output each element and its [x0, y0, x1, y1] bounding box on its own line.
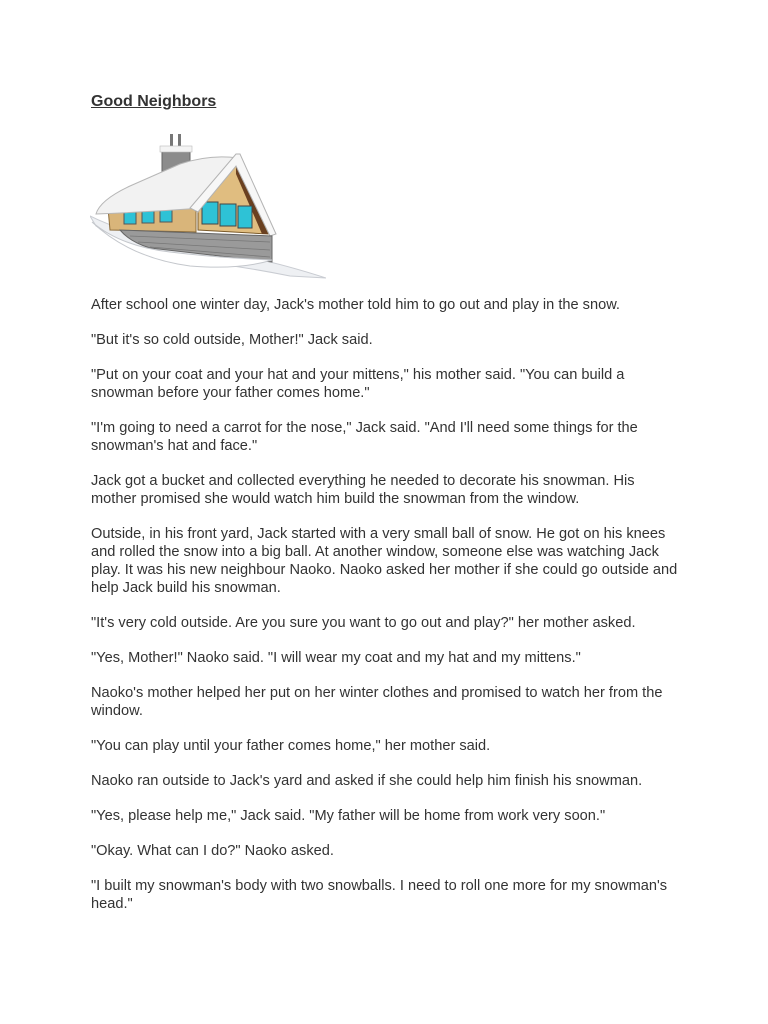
paragraph: "I'm going to need a carrot for the nose," Jack said. "And I'll need some things for the snowman's hat and face.": [91, 420, 638, 454]
paragraph: After school one winter day, Jack's mother told him to go out and play in the snow.: [91, 297, 620, 313]
paragraph: Outside, in his front yard, Jack started with a very small ball of snow. He got on his knees and rolled the snow into a big ball. At another window, someone else was watching Jack play. It was his new neighbour Naoko. Naoko asked her mother if she could go outside and help Jack build his snowman.: [91, 526, 678, 596]
paragraph: "Yes, Mother!" Naoko said. "I will wear my coat and my hat and my mittens.": [91, 650, 581, 666]
paragraph: "It's very cold outside. Are you sure you want to go out and play?" her mother asked.: [91, 615, 636, 631]
paragraph: "I built my snowman's body with two snowballs. I need to roll one more for my snowman's head.": [91, 878, 668, 912]
paragraph: "Yes, please help me," Jack said. "My father will be home from work very soon.": [91, 808, 606, 824]
document-title: Good Neighbors: [91, 93, 217, 110]
paragraph: "Put on your coat and your hat and your mittens," his mother said. "You can build a snowman before your father comes home.": [91, 367, 625, 401]
paragraph: Naoko ran outside to Jack's yard and asked if she could help him finish his snowman.: [91, 773, 643, 789]
snowy-cabin-illustration: [90, 130, 326, 282]
paragraph: Jack got a bucket and collected everything he needed to decorate his snowman. His mother promised she would watch him build the snowman from the window.: [91, 473, 635, 507]
story-text: [91, 296, 681, 930]
paragraph: "Okay. What can I do?" Naoko asked.: [91, 843, 334, 859]
paragraph: "But it's so cold outside, Mother!" Jack said.: [91, 332, 373, 348]
paragraph: "You can play until your father comes home," her mother said.: [91, 738, 491, 754]
paragraph: Naoko's mother helped her put on her winter clothes and promised to watch her from the window.: [91, 685, 663, 719]
